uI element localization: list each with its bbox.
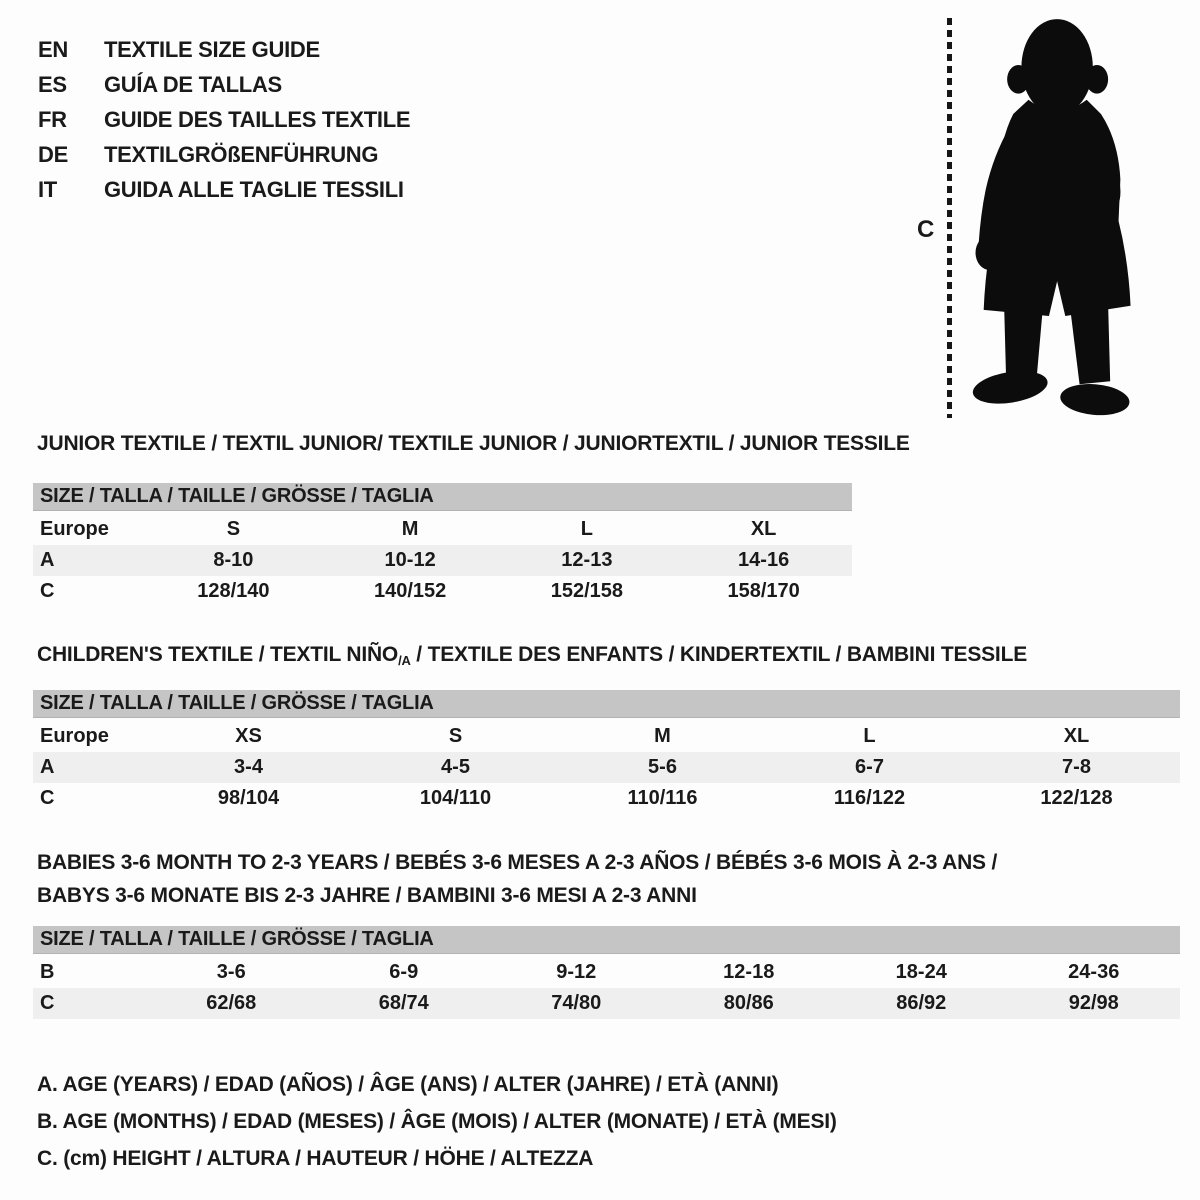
lang-label: TEXTILE SIZE GUIDE bbox=[104, 36, 320, 62]
legend-line-a: A. AGE (YEARS) / EDAD (AÑOS) / ÂGE (ANS) / ALTER (JAHRE) / ETÀ (ANNI) bbox=[37, 1073, 779, 1096]
title-line-1: BABIES 3-6 MONTH TO 2-3 YEARS / BEBÉS 3-6 MESES A 2-3 AÑOS / BÉBÉS 3-6 MOIS À 2-3 ANS / bbox=[37, 851, 998, 874]
age-cell: 18-24 bbox=[895, 961, 947, 983]
age-cell: 6-7 bbox=[855, 756, 884, 778]
title-part: / TEXTILE DES ENFANTS / KINDERTEXTIL / BAMBINI TESSILE bbox=[410, 643, 1028, 666]
height-cell: 140/152 bbox=[373, 580, 447, 602]
lang-row-de bbox=[38, 137, 410, 172]
height-cell: 128/140 bbox=[197, 580, 270, 602]
lang-code: EN bbox=[38, 36, 68, 62]
height-cell: 158/170 bbox=[727, 580, 800, 602]
legend-line-b: B. AGE (MONTHS) / EDAD (MESES) / ÂGE (MOIS) / ALTER (MONATE) / ETÀ (MESI) bbox=[37, 1110, 837, 1133]
height-cell: 86/92 bbox=[896, 992, 947, 1014]
height-cell: 122/128 bbox=[1040, 787, 1113, 809]
height-measure-label: C bbox=[917, 216, 935, 243]
row-label: Europe bbox=[40, 725, 109, 747]
height-cell: 116/122 bbox=[833, 787, 906, 809]
height-cell: 98/104 bbox=[217, 787, 280, 809]
size-cell: M bbox=[654, 725, 671, 747]
language-title-list bbox=[38, 32, 410, 207]
size-cell: L bbox=[580, 518, 593, 540]
row-label: A bbox=[40, 549, 55, 571]
title-part: CHILDREN'S TEXTILE / TEXTIL NIÑO bbox=[37, 643, 399, 666]
row-label: B bbox=[40, 961, 55, 983]
table-row-height bbox=[33, 783, 1180, 814]
legend-line-c: C. (cm) HEIGHT / ALTURA / HAUTEUR / HÖHE / ALTEZZA bbox=[37, 1147, 594, 1170]
lang-code: ES bbox=[38, 71, 67, 97]
toddler-silhouette-icon bbox=[964, 14, 1138, 420]
row-label: Europe bbox=[40, 518, 109, 540]
age-cell: 6-9 bbox=[389, 961, 419, 983]
size-cell: S bbox=[448, 725, 463, 747]
age-cell: 3-4 bbox=[234, 756, 263, 778]
lang-label: GUIDE DES TAILLES TEXTILE bbox=[104, 106, 411, 132]
size-cell: L bbox=[863, 725, 876, 747]
height-cell: 104/110 bbox=[419, 787, 492, 809]
junior-size-table bbox=[33, 483, 852, 607]
size-header-bar: SIZE / TALLA / TAILLE / GRÖSSE / TAGLIA bbox=[33, 483, 852, 511]
age-cell: 5-6 bbox=[648, 756, 677, 778]
lang-label: GUÍA DE TALLAS bbox=[104, 71, 282, 97]
lang-code: IT bbox=[38, 176, 57, 202]
lang-row-en bbox=[38, 32, 410, 67]
measure-legend bbox=[37, 1066, 837, 1177]
age-cell: 3-6 bbox=[216, 961, 246, 983]
table-row-age bbox=[33, 752, 1180, 783]
age-cell: 24-36 bbox=[1068, 961, 1120, 983]
lang-label: GUIDA ALLE TAGLIE TESSILI bbox=[104, 176, 404, 202]
height-cell: 68/74 bbox=[378, 992, 429, 1014]
age-cell: 8-10 bbox=[213, 549, 254, 571]
lang-row-fr bbox=[38, 102, 410, 137]
size-cell: M bbox=[401, 518, 419, 540]
table-row-height bbox=[33, 988, 1180, 1019]
age-cell: 14-16 bbox=[738, 549, 790, 571]
table-row-europe bbox=[33, 514, 852, 545]
table-row-age bbox=[33, 545, 852, 576]
row-label: C bbox=[40, 580, 55, 602]
size-header-bar: SIZE / TALLA / TAILLE / GRÖSSE / TAGLIA bbox=[33, 690, 1180, 718]
height-cell: 80/86 bbox=[723, 992, 774, 1014]
row-label: A bbox=[40, 756, 55, 778]
title-line-2: BABYS 3-6 MONATE BIS 2-3 JAHRE / BAMBINI 3-6 MESI A 2-3 ANNI bbox=[37, 884, 697, 907]
lang-code: FR bbox=[38, 106, 67, 132]
babies-size-table bbox=[33, 926, 1180, 1019]
babies-textile-title bbox=[37, 846, 997, 912]
height-dashed-line bbox=[947, 18, 952, 418]
age-cell: 12-13 bbox=[561, 549, 613, 571]
size-header-bar: SIZE / TALLA / TAILLE / GRÖSSE / TAGLIA bbox=[33, 926, 1180, 954]
age-cell: 12-18 bbox=[723, 961, 775, 983]
row-label: C bbox=[40, 787, 55, 809]
height-cell: 62/68 bbox=[206, 992, 257, 1014]
size-cell: XL bbox=[1063, 725, 1090, 747]
height-cell: 74/80 bbox=[551, 992, 602, 1014]
lang-row-es bbox=[38, 67, 410, 102]
size-cell: S bbox=[226, 518, 241, 540]
height-cell: 110/116 bbox=[627, 787, 698, 809]
size-cell: XS bbox=[235, 725, 262, 747]
table-row-height bbox=[33, 576, 852, 607]
table-row-age-months bbox=[33, 957, 1180, 988]
row-label: C bbox=[40, 992, 55, 1014]
junior-textile-title: JUNIOR TEXTILE / TEXTIL JUNIOR/ TEXTILE JUNIOR / JUNIORTEXTIL / JUNIOR TESSILE bbox=[37, 432, 910, 455]
size-cell: XL bbox=[750, 518, 777, 540]
children-size-table bbox=[33, 690, 1180, 814]
height-cell: 152/158 bbox=[550, 580, 624, 602]
age-cell: 4-5 bbox=[441, 756, 470, 778]
age-cell: 9-12 bbox=[556, 961, 597, 983]
lang-label: TEXTILGRÖßENFÜHRUNG bbox=[104, 141, 379, 167]
children-textile-title bbox=[37, 643, 1027, 668]
lang-row-it bbox=[38, 172, 410, 207]
height-cell: 92/98 bbox=[1068, 992, 1119, 1014]
lang-code: DE bbox=[38, 141, 68, 167]
age-cell: 10-12 bbox=[384, 549, 436, 571]
age-cell: 7-8 bbox=[1062, 756, 1091, 778]
table-row-europe bbox=[33, 721, 1180, 752]
title-subscript: /A bbox=[398, 653, 411, 668]
